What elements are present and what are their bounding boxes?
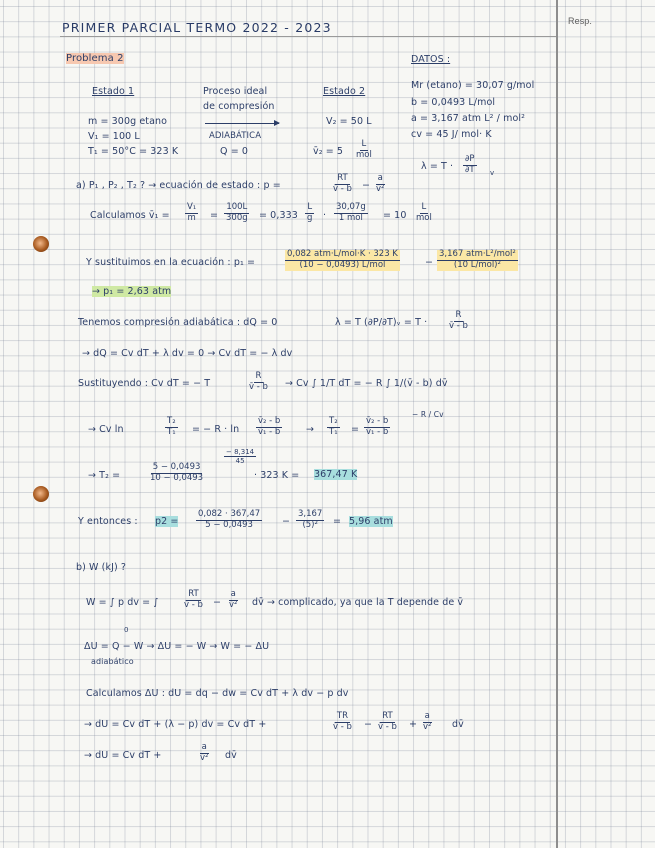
lambda-fraction: $\frac{\partial P}{\partial T}$ (465, 154, 475, 175)
problem-label: Problema 2 (66, 53, 124, 64)
datos-b: b = 0,0493 L/mol (411, 97, 496, 108)
ln-fraction-3: $\frac{\text{T₂}}{\text{T₁}}$ (329, 416, 338, 437)
part-b-header: b) W (kJ) ? (76, 562, 127, 573)
work-fraction-1: $\frac{RT}{v̄ - b}$ (184, 589, 203, 610)
work-fraction-2: $\frac{a}{\text{v̄²}}$ (229, 589, 238, 610)
state2-label: Estado 2 (323, 86, 366, 97)
state1-temperature: T₁ = 50°C = 323 K (88, 146, 179, 157)
calc-eq: = (210, 210, 219, 221)
ln-arrow: → (306, 424, 315, 435)
binder-hole-top (33, 236, 49, 252)
process-line1: Proceso ideal (203, 86, 268, 97)
part-a-header: a) P₁ , P₂ , T₂ ? → ecuación de estado : p = (76, 180, 281, 191)
t2-lhs: → T₂ = (88, 470, 121, 481)
subst-lhs: Y sustituimos en la ecuación : p₁ = (86, 257, 256, 268)
calc-v1-lhs: Calculamos v̄₁ = (90, 210, 170, 221)
eos-fraction-1: $\frac{RT}{v̄ - b}$ (333, 173, 352, 194)
du2-fraction-2: $\frac{RT}{v̄ - b}$ (378, 711, 397, 732)
subst-fraction-1: 0,082 atm·L/mol·K · 323 K (10 − 0,0493) L/mol (287, 249, 398, 270)
p2-variable: p2 = (155, 516, 179, 527)
process-arrow (205, 123, 279, 124)
dq-line: → dQ = Cv dT + λ dv = 0 → Cv dT = − λ dv (82, 348, 293, 359)
work-tail: dv̄ → complicado, ya que la T depende de v̄ (252, 597, 464, 608)
sust-lhs: Sustituyendo : Cv dT = − T (78, 378, 211, 389)
calc-frac-3: $\frac{L}{g}$ (307, 202, 313, 223)
du2-fraction-1: $\frac{TR}{v̄ - b}$ (333, 711, 352, 732)
process-q: Q = 0 (220, 146, 249, 157)
state1-mass: m = 300g etano (88, 116, 168, 127)
p2-result: 5,96 atm (349, 516, 393, 527)
eos-fraction-2: $\frac{a}{\text{v̄²}}$ (376, 173, 385, 194)
calc-result-2: = 10 (383, 210, 407, 221)
header-rule (60, 36, 556, 37)
datos-heading: DATOS : (411, 54, 451, 65)
compression-fraction: $\frac{R}{v̄ - b}$ (449, 310, 468, 331)
state2-molar-volume: v̄₂ = 5 (313, 146, 344, 157)
du2-fraction-3: $\frac{a}{\text{v̄²}}$ (423, 711, 432, 732)
p2-lhs: Y entonces : (78, 516, 138, 527)
ln-eq: = (351, 424, 360, 435)
margin-label: Resp. (568, 16, 593, 26)
p2-fraction-1: $\frac{0,082 \cdot 367,47}{5 - 0,0493}$ (198, 509, 261, 530)
subst-minus: − (425, 257, 434, 268)
du3-tail: dv̄ (225, 750, 237, 761)
page-title: PRIMER PARCIAL TERMO 2022 - 2023 (62, 20, 332, 35)
t2-multiply: · 323 K = (254, 470, 300, 481)
p2-minus: − (282, 516, 291, 527)
du3-fraction: $\frac{a}{\text{v̄²}}$ (200, 742, 209, 763)
work-lhs: W = ∫ p dv = ∫ (86, 597, 159, 608)
lambda-lhs: λ = T · (421, 161, 454, 172)
compression-lambda: λ = T (∂P/∂T)ᵥ = T · (335, 317, 428, 328)
ln-mid: = − R · ln (192, 424, 240, 435)
t2-exponent: $\frac{- 8,314}{45}$ (226, 448, 255, 466)
q-zero-mark: 0 (124, 626, 129, 634)
work-minus: − (213, 597, 222, 608)
ln-fraction-2: $\frac{\text{v̄₂ - b}}{\text{v̄₁ - b}}$ (258, 416, 281, 437)
du3-lhs: → dU = Cv dT + (84, 750, 162, 761)
t2-fraction: $\frac{5 - 0,0493}{10 - 0,0493}$ (150, 462, 204, 483)
eos-minus: − (362, 180, 371, 191)
state2-volume: V₂ = 50 L (326, 116, 372, 127)
calc-du-line: Calculamos ΔU : dU = dq − dw = Cv dT + λ dv − p dv (86, 688, 349, 699)
ln-fraction-4: $\frac{\text{v̄₂ - b}}{\text{v̄₁ - b}}$ (366, 416, 389, 437)
compression-lhs: Tenemos compresión adiabática : dQ = 0 (78, 317, 278, 328)
ln-exponent: − R / Cv (412, 410, 444, 419)
p1-result: → p₁ = 2,63 atm (92, 286, 172, 297)
du2-plus: + (409, 719, 418, 730)
ln-fraction-1: $\frac{\text{T₂}}{\text{T₁}}$ (167, 416, 176, 437)
p2-eq: = (333, 516, 342, 527)
datos-cv: cv = 45 J/ mol· K (411, 129, 492, 140)
process-adiabatic: ADIABÁTICA (209, 131, 262, 141)
subst-fraction-2: 3,167 atm·L²/mol² (10 L/mol)² (439, 249, 516, 270)
calc-dot: · (323, 210, 327, 221)
calc-frac-5: L mol (416, 202, 432, 223)
state1-label: Estado 1 (92, 86, 135, 97)
margin-line (556, 0, 558, 848)
state2-units: L mol (356, 139, 372, 160)
du2-tail: dv̄ (452, 719, 464, 730)
p2-fraction-2: $\frac{3,167}{\text{(5)²}}$ (298, 509, 323, 530)
calc-result-1: = 0,333 (259, 210, 298, 221)
calc-frac-2: $\frac{100L}{300g}$ (226, 202, 248, 223)
state1-volume: V₁ = 100 L (88, 131, 140, 142)
process-line2: de compresión (203, 101, 275, 112)
du2-lhs: → dU = Cv dT + (λ − p) dv = Cv dT + (84, 719, 267, 730)
sust-fraction: $\frac{R}{v̄ - b}$ (249, 371, 268, 392)
du-line: ΔU = Q − W → ΔU = − W → W = − ΔU (84, 641, 270, 652)
lambda-subscript: v (490, 169, 495, 177)
ln-lhs: → Cv ln (88, 424, 124, 435)
datos-a: a = 3,167 atm L² / mol² (411, 113, 526, 124)
t2-result: 367,47 K (314, 469, 358, 480)
datos-mr: Mr (etano) = 30,07 g/mol (411, 80, 535, 91)
calc-frac-1: $\frac{\text{V₁}}{m}$ (187, 202, 197, 223)
binder-hole-bottom (33, 486, 49, 502)
sust-integral: → Cv ∫ 1/T dT = − R ∫ 1/(v̄ - b) dv̄ (285, 378, 448, 389)
du2-minus: − (364, 719, 373, 730)
adiabatic-note: adiabático (91, 657, 134, 666)
calc-frac-4: 30,07g 1 mol (336, 202, 366, 223)
